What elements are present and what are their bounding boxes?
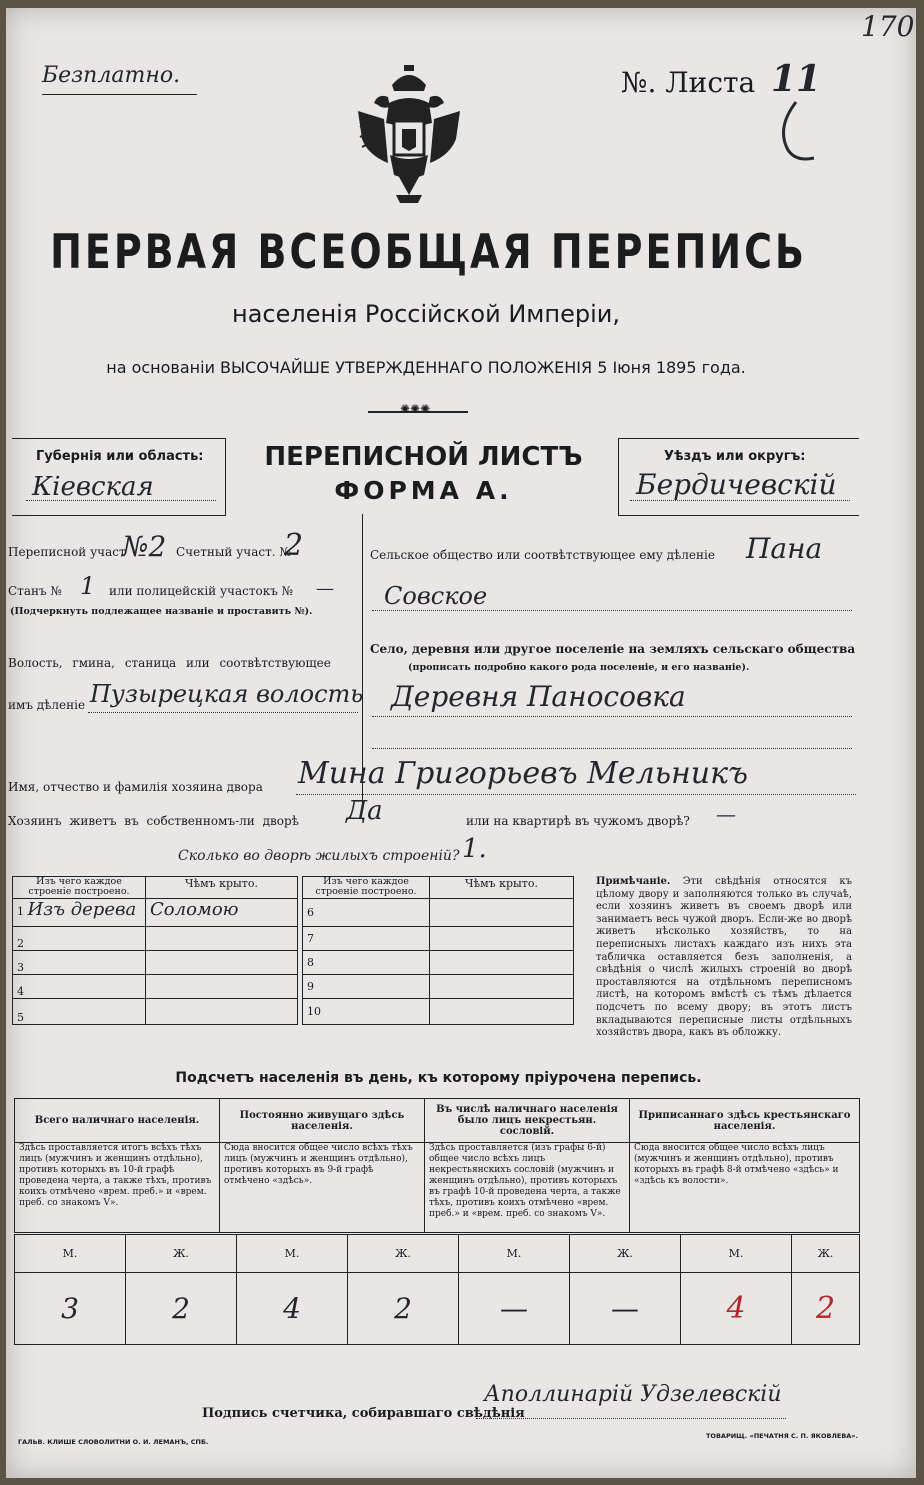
note-title: Примѣчаніе. [596,876,671,887]
building-row [13,999,298,1025]
village-label: Село, деревня или другое поселеніе на земляхъ сельскаго общества [370,642,856,656]
owner-dots [296,794,856,795]
material-value: Изъ дерева [27,899,137,920]
volost-dots [88,712,358,713]
m-label: М. [681,1235,792,1273]
uezd-value: Бердичевскій [636,468,837,501]
society-dots [372,610,852,611]
volost-value: Пузырецкая волость [90,680,364,708]
pop-value-total-m: 3 [15,1273,126,1345]
pop-value-nonpeasant-f: — [570,1273,681,1345]
row-number: 5 [13,999,146,1025]
population-values-table [14,1234,860,1345]
pop-value-ascribed-m: 4 [681,1273,792,1345]
subtitle: населенія Россійской Имперіи, [232,300,620,328]
signature-label: Подпись счетчика, собиравшаго свѣдѣнія [202,1406,525,1421]
pop-value-nonpeasant-m: — [459,1273,570,1345]
stan-label: Станъ № [8,584,62,598]
owner-name-value: Мина Григорьевъ Мельникъ [298,756,749,791]
village-dots-1 [372,716,852,717]
building-row [303,927,574,951]
pop-col-head-1: Всего наличнаго населенія. [15,1099,220,1143]
row-number: 4 [13,975,146,999]
building-row [303,899,574,927]
sheet-number-value: 11 [771,58,822,100]
pop-col-head-2: Постоянно живущаго здѣсь населенія. [220,1099,425,1143]
police-value: — [316,578,334,599]
row-number: 8 [303,951,430,975]
village-note: (прописать подробно какого рода поселеніе, и его названіе). [408,662,750,673]
building-row [13,951,298,975]
volost-label-1: Волость, гмина, станица или соотвѣтствующее [8,656,331,670]
count-uchastok-value: 2 [284,528,304,563]
village-dots-2 [372,748,852,749]
note-text: Эти свѣдѣнія относятся къ цѣлому двору и заполняются только въ случаѣ, если хозяинъ живетъ въ своемъ дворѣ или занимаетъ весь чужой дворъ. Если-же во дворѣ живетъ нѣсколько хозяйствъ, то на переписныхъ листахъ каждаго изъ нихъ эта табличка оставляется безъ заполненія, а свѣдѣнія о числѣ жилыхъ строеній во дворѣ проставляются на отдѣльномъ переписномъ листѣ, на которомъ вмѣстѣ съ тѣмъ дѣлается подсчетъ по всему двору; въ этотъ листъ вкладываются переписные листы отдѣльныхъ хозяйствъ двора, какъ въ обложку. [596,876,852,1039]
printer-right: ТОВАРИЩ. «ПЕЧАТНЯ С. П. ЯКОВЛЕВА». [706,1432,858,1440]
village-value: Деревня Паносовка [391,680,686,713]
volost-label-2: имъ дѣленіе [8,698,86,712]
pop-col-desc-1: Здѣсь проставляется итогъ всѣхъ тѣхъ лицъ (мужчинъ и женщинъ отдѣльно), противъ которыхъ въ 10-й графѣ проведена черта, а также тѣхъ, противъ коихъ отмѣчено «врем. преб.» и «врем. преб. со знакомъ V». [15,1143,220,1233]
stan-value: 1 [80,572,96,600]
note-block [596,876,852,1040]
pop-col-desc-2: Сюда вносится общее число всѣхъ тѣхъ лицъ (мужчинъ и женщинъ отдѣльно), противъ которыхъ въ 9-й графѣ отмѣчено «здѣсь». [220,1143,425,1233]
owner-lives-label: Хозяинъ живетъ въ собственномъ-ли дворѣ [8,814,299,828]
basis-line: на основаніи ВЫСОЧАЙШЕ УТВЕРЖДЕННАГО ПОЛОЖЕНІЯ 5 Іюня 1895 года. [106,358,746,377]
row-number: 3 [13,951,146,975]
buildings-table-left [12,876,298,1025]
gubernia-label: Губернія или область: [36,449,204,464]
row-number: 10 [303,999,430,1025]
building-row [303,975,574,999]
imperial-eagle-emblem [354,63,464,208]
owner-rent-value: — [716,802,736,826]
col-roof-right: Чѣмъ крыто. [430,877,574,899]
row-number: 1 [17,905,24,918]
m-label: М. [237,1235,348,1273]
signature-dots [476,1418,786,1419]
building-row [303,951,574,975]
pop-value-total-f: 2 [126,1273,237,1345]
col-material-right: Изъ чего каждое строеніе построено. [303,877,430,899]
ornament-center: ✺✺✺ [400,402,431,416]
census-sheet [6,8,916,1478]
archive-number: 170 [861,10,915,43]
underline-note: (Подчеркнуть подлежащее названіе и проставить №). [10,606,313,617]
count-uchastok-label: Счетный участ. № [176,545,291,559]
row-number: 6 [303,899,430,927]
row-number: 7 [303,927,430,951]
building-row [13,975,298,999]
pencil-stroke [766,98,826,168]
census-uchastok-value: №2 [122,530,167,563]
census-uchastok-label: Переписной участ [8,545,126,559]
pop-col-desc-4: Сюда вносится общее число всѣхъ лицъ (мужчинъ и женщинъ отдѣльно), противъ которыхъ въ графѣ 8-й отмѣчено «здѣсь» и «здѣсь къ волости». [630,1143,860,1233]
building-row [13,899,298,927]
population-table [14,1098,860,1233]
form-label: ФОРМА А. [334,476,513,505]
f-label: Ж. [570,1235,681,1273]
row-number: 9 [303,975,430,999]
f-label: Ж. [792,1235,860,1273]
row-number: 2 [13,927,146,951]
owner-name-label: Имя, отчество и фамилія хозяина двора [8,780,263,794]
society-label: Сельское общество или соотвѣтствующее ему дѣленіе [370,548,715,562]
sheet-title: ПЕРЕПИСНОЙ ЛИСТЪ [264,442,583,472]
free-underline [42,94,197,95]
m-label: М. [15,1235,126,1273]
f-label: Ж. [126,1235,237,1273]
society-value-2: Совское [384,582,488,610]
pop-value-permanent-f: 2 [348,1273,459,1345]
sheet-number-label: №. Листа [621,66,756,99]
pop-value-ascribed-f: 2 [792,1273,860,1345]
society-value-1: Пана [746,532,823,565]
printer-left: ГАЛЬВ. КЛИШЕ СЛОВОЛИТНИ О. И. ЛЕМАНЪ, СПБ. [18,1438,209,1446]
m-label: М. [459,1235,570,1273]
f-label: Ж. [348,1235,459,1273]
buildings-value: 1. [462,834,487,864]
building-row [13,927,298,951]
buildings-label: Сколько во дворѣ жилыхъ строеній? [178,848,460,864]
pop-col-head-3: Въ числѣ наличнаго населенія было лицъ некрестьян. сословій. [425,1099,630,1143]
signature-value: Аполлинарій Удзелевскій [484,1382,782,1407]
page-title: ПЕРВАЯ ВСЕОБЩАЯ ПЕРЕПИСЬ [50,224,807,279]
building-row [303,999,574,1025]
gubernia-dots [26,500,216,501]
pop-value-permanent-m: 4 [237,1273,348,1345]
uezd-label: Уѣздъ или округъ: [664,449,806,464]
uezd-dots [630,500,850,501]
police-label: или полицейскій участокъ № [109,584,294,598]
population-title: Подсчетъ населенія въ день, къ которому пріурочена перепись. [175,1070,702,1086]
gubernia-value: Кіевская [32,472,154,502]
col-roof-left: Чѣмъ крыто. [146,877,298,899]
owner-rent-label: или на квартирѣ въ чужомъ дворѣ? [466,814,690,828]
buildings-table-right [302,876,574,1025]
roof-value: Соломою [150,899,239,920]
pop-col-desc-3: Здѣсь проставляется (изъ графы 6-й) общее число всѣхъ лицъ некрестьянскихъ сословій (мужчинъ и женщинъ отдѣльно), противъ которыхъ въ графѣ 10-й проведена черта, а также тѣхъ, противъ коихъ отмѣчено «врем. преб.» и «врем. преб. со знакомъ V». [425,1143,630,1233]
pop-col-head-4: Приписаннаго здѣсь крестьянскаго населенія. [630,1099,860,1143]
owner-lives-value: Да [346,796,383,826]
free-label: Безплатно. [42,63,181,88]
col-material-left: Изъ чего каждое строеніе построено. [13,877,146,899]
